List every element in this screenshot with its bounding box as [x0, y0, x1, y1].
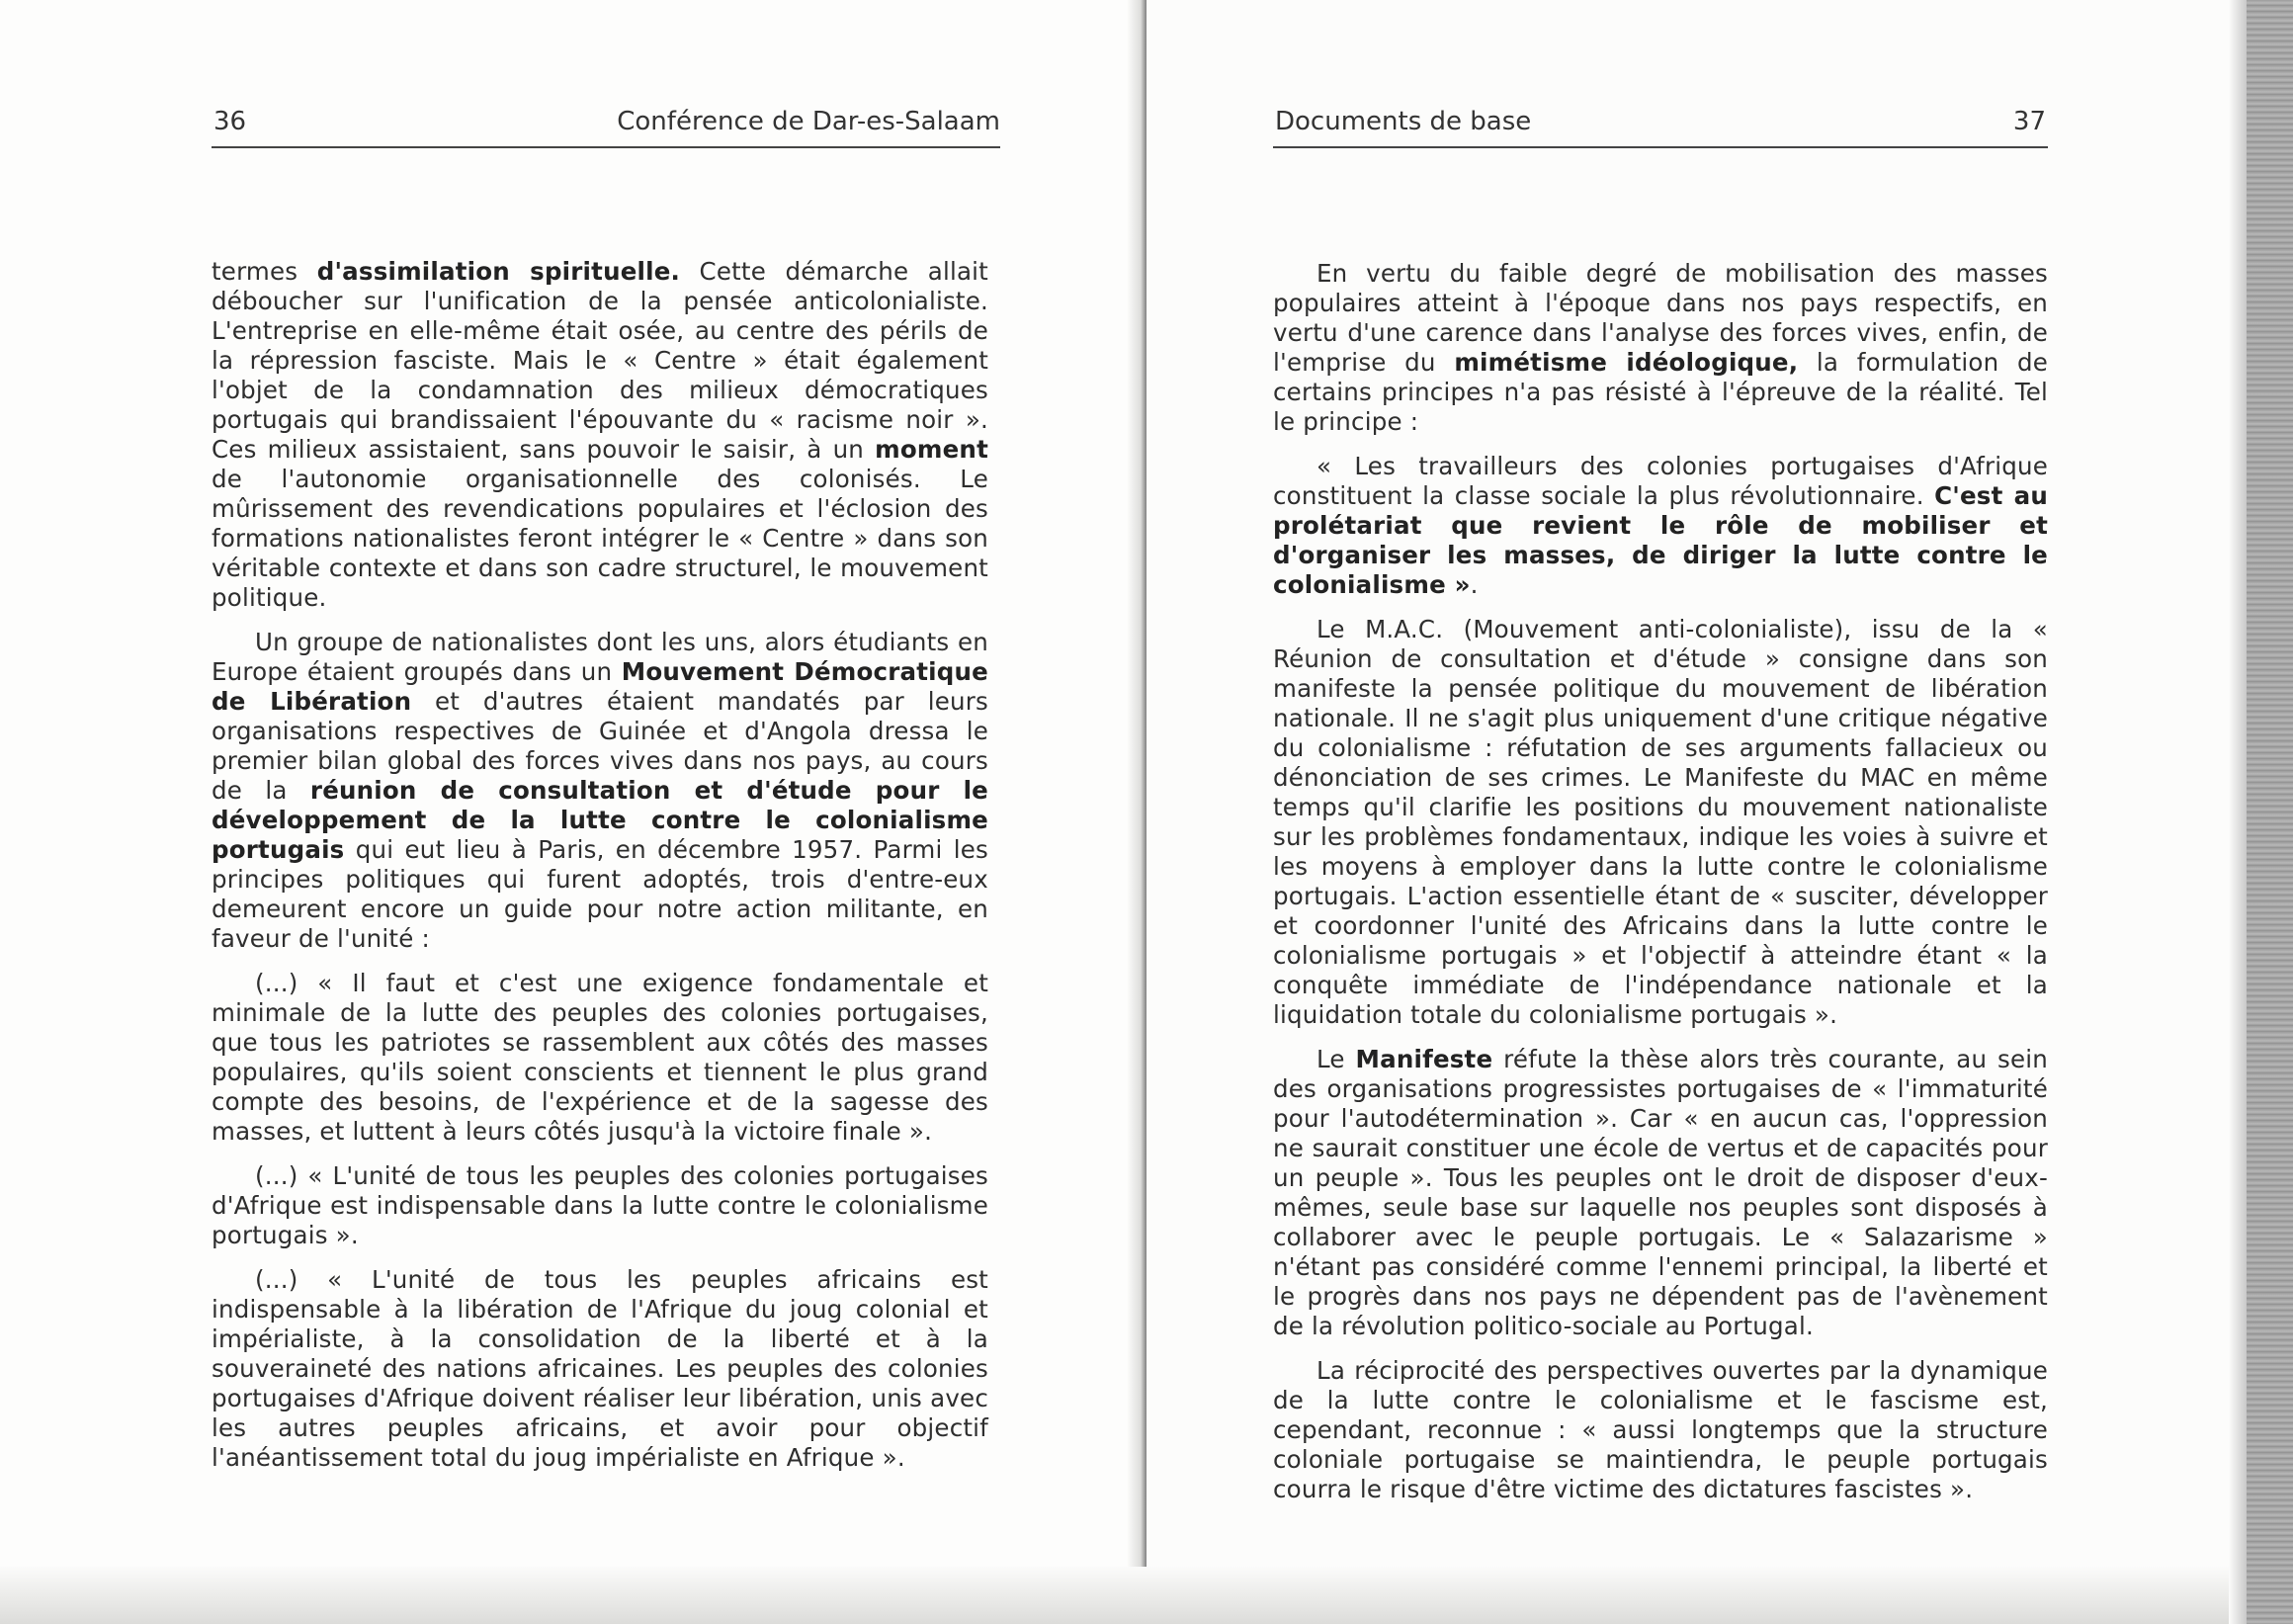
- paragraph: [212, 628, 988, 954]
- text-run: (...) « L'unité de tous les peuples africains est indispensable à la libération de l'Afrique du joug colonial et impérialiste, à la consolidation de la liberté et à la souveraineté des nations africaines. Les peuples des colonies portugaises d'Afrique doivent réaliser leur libération, unis avec les autres peuples africains, et avoir pour objectif l'anéantissement total du joug impérialiste en Afrique ».: [212, 1265, 988, 1472]
- text-run: (...) « L'unité de tous les peuples des colonies portugaises d'Afrique est indispensable dans la lutte contre le colonialisme portugais ».: [212, 1161, 988, 1249]
- text-run: Le M.A.C. (Mouvement anti-colonialiste), issu de la « Réunion de consultation et d'étude » consigne dans son manifeste la pensée politique du mouvement de libération nationale. Il ne s'agit plus uniquement d'une critique négative du colonialisme : réfutation de ses arguments fallacieux ou dénonciation de ses crimes. Le Manifeste du MAC en même temps qu'il clarifie les positions du mouvement nationaliste sur les problèmes fondamentaux, indique les voies à suivre et les moyens à employer dans la lutte contre le colonialisme portugais. L'action essentielle étant de « susciter, développer et coordonner l'unité des Africains dans la lutte contre le colonialisme portugais » et l'objectif à atteindre étant « la conquête immédiate de l'indépendance nationale et la liquidation totale du colonialisme portugais ».: [1273, 615, 2048, 1029]
- bold-phrase: Manifeste: [1355, 1045, 1493, 1073]
- scan-bottom-shadow: [0, 1567, 2229, 1624]
- text-run: termes: [212, 257, 317, 286]
- text-run: Le: [1316, 1045, 1356, 1073]
- text-run: de l'autonomie organisationnelle des colonisés. Le mûrissement des revendications populaires et l'éclosion des formations nationalistes feront intégrer le « Centre » dans son véritable contexte et dans son cadre structurel, le mouvement politique.: [212, 465, 988, 612]
- right-page: [1146, 0, 2293, 1624]
- paragraph: [212, 1161, 988, 1250]
- text-run: En vertu du faible degré de mobilisation des masses populaires atteint à l'époque dans nos pays respectifs, en vertu d'une carence dans l'analyse des forces vives, enfin, de l'emprise du: [1273, 259, 2048, 377]
- paragraph: [1273, 452, 2048, 600]
- bold-phrase: C'est au prolétariat que revient le rôle de mobiliser et d'organiser les masses, de diriger la lutte contre le colonialisme »: [1273, 481, 2048, 599]
- left-page: [0, 0, 1146, 1624]
- page-edge-stack: [2229, 0, 2293, 1624]
- paragraph: [212, 969, 988, 1147]
- running-title: Conférence de Dar-es-Salaam: [617, 107, 1000, 136]
- paragraph: [1273, 1356, 2048, 1504]
- paragraph: [1273, 1045, 2048, 1341]
- paragraph: [1273, 259, 2048, 437]
- bold-phrase: d'assimilation spirituelle.: [316, 257, 681, 286]
- text-run: Un groupe de nationalistes dont les uns, alors étudiants en Europe étaient groupés dans un: [212, 628, 988, 686]
- text-run: Cette démarche allait déboucher sur l'unification de la pensée anticolonialiste. L'entreprise en elle-même était osée, au centre des périls de la répression fasciste. Mais le « Centre » était également l'objet de la condamnation des milieux démocratiques portugais qui brandissaient l'épouvante du « racisme noir ». Ces milieux assistaient, sans pouvoir le saisir, à un: [212, 257, 988, 464]
- text-run: réfute la thèse alors très courante, au sein des organisations progressistes portugaises de « l'immaturité pour l'autodétermination ». Car « en aucun cas, l'oppression ne saurait constituer une école de vertus et de capacités pour un peuple ». Tous les peuples ont le droit de disposer d'eux-mêmes, seule base sur laquelle nos peuples sont disposés à collaborer avec le peuple portugais. Le « Salazarisme » n'étant pas considéré comme l'ennemi principal, la liberté et le progrès dans nos pays ne dépendent pas de l'avènement de la révolution politico-sociale au Portugal.: [1273, 1045, 2048, 1340]
- running-title: Documents de base: [1275, 107, 1532, 136]
- body-text: [1273, 259, 2048, 1519]
- body-text: [212, 257, 988, 1488]
- text-run: (...) « Il faut et c'est une exigence fondamentale et minimale de la lutte des peuples des colonies portugaises, que tous les patriotes se rassemblent aux côtés des masses populaires, qu'ils soient conscients et tiennent le plus grand compte des besoins, de l'expérience et de la sagesse des masses, et luttent à leurs côtés jusqu'à la victoire finale ».: [212, 969, 988, 1146]
- text-run: « Les travailleurs des colonies portugaises d'Afrique constituent la classe sociale la plus révolutionnaire.: [1273, 452, 2048, 510]
- bold-phrase: moment: [875, 435, 988, 464]
- text-run: et d'autres étaient mandatés par leurs organisations respectives de Guinée et d'Angola dressa le premier bilan global des forces vives dans nos pays, au cours de la: [212, 687, 988, 805]
- header-rule: [1273, 146, 2048, 148]
- bold-phrase: mimétisme idéologique,: [1454, 348, 1799, 377]
- page-number: 36: [213, 107, 247, 136]
- page-number: 37: [2012, 107, 2046, 136]
- bold-phrase: Mouvement Démocratique de Libération: [212, 657, 988, 716]
- text-run: qui eut lieu à Paris, en décembre 1957. Parmi les principes politiques qui furent adoptés, trois d'entre-eux demeurent encore un guide pour notre action militante, en faveur de l'unité :: [212, 835, 988, 953]
- text-run: La réciprocité des perspectives ouvertes par la dynamique de la lutte contre le colonialisme et le fascisme est, cependant, reconnue : « aussi longtemps que la structure coloniale portugaise se maintiendra, le peuple portugais courra le risque d'être victime des dictatures fascistes ».: [1273, 1356, 2048, 1503]
- text-run: la formulation de certains principes n'a pas résisté à l'épreuve de la réalité. Tel le principe :: [1273, 348, 2048, 436]
- paragraph: [212, 1265, 988, 1473]
- right-header: [1275, 107, 2046, 150]
- bold-phrase: réunion de consultation et d'étude pour le développement de la lutte contre le colonialisme portugais: [212, 776, 988, 864]
- header-rule: [212, 146, 1000, 148]
- paragraph: [1273, 615, 2048, 1030]
- paragraph: [212, 257, 988, 613]
- text-run: .: [1470, 570, 1479, 599]
- left-header: [210, 107, 1000, 150]
